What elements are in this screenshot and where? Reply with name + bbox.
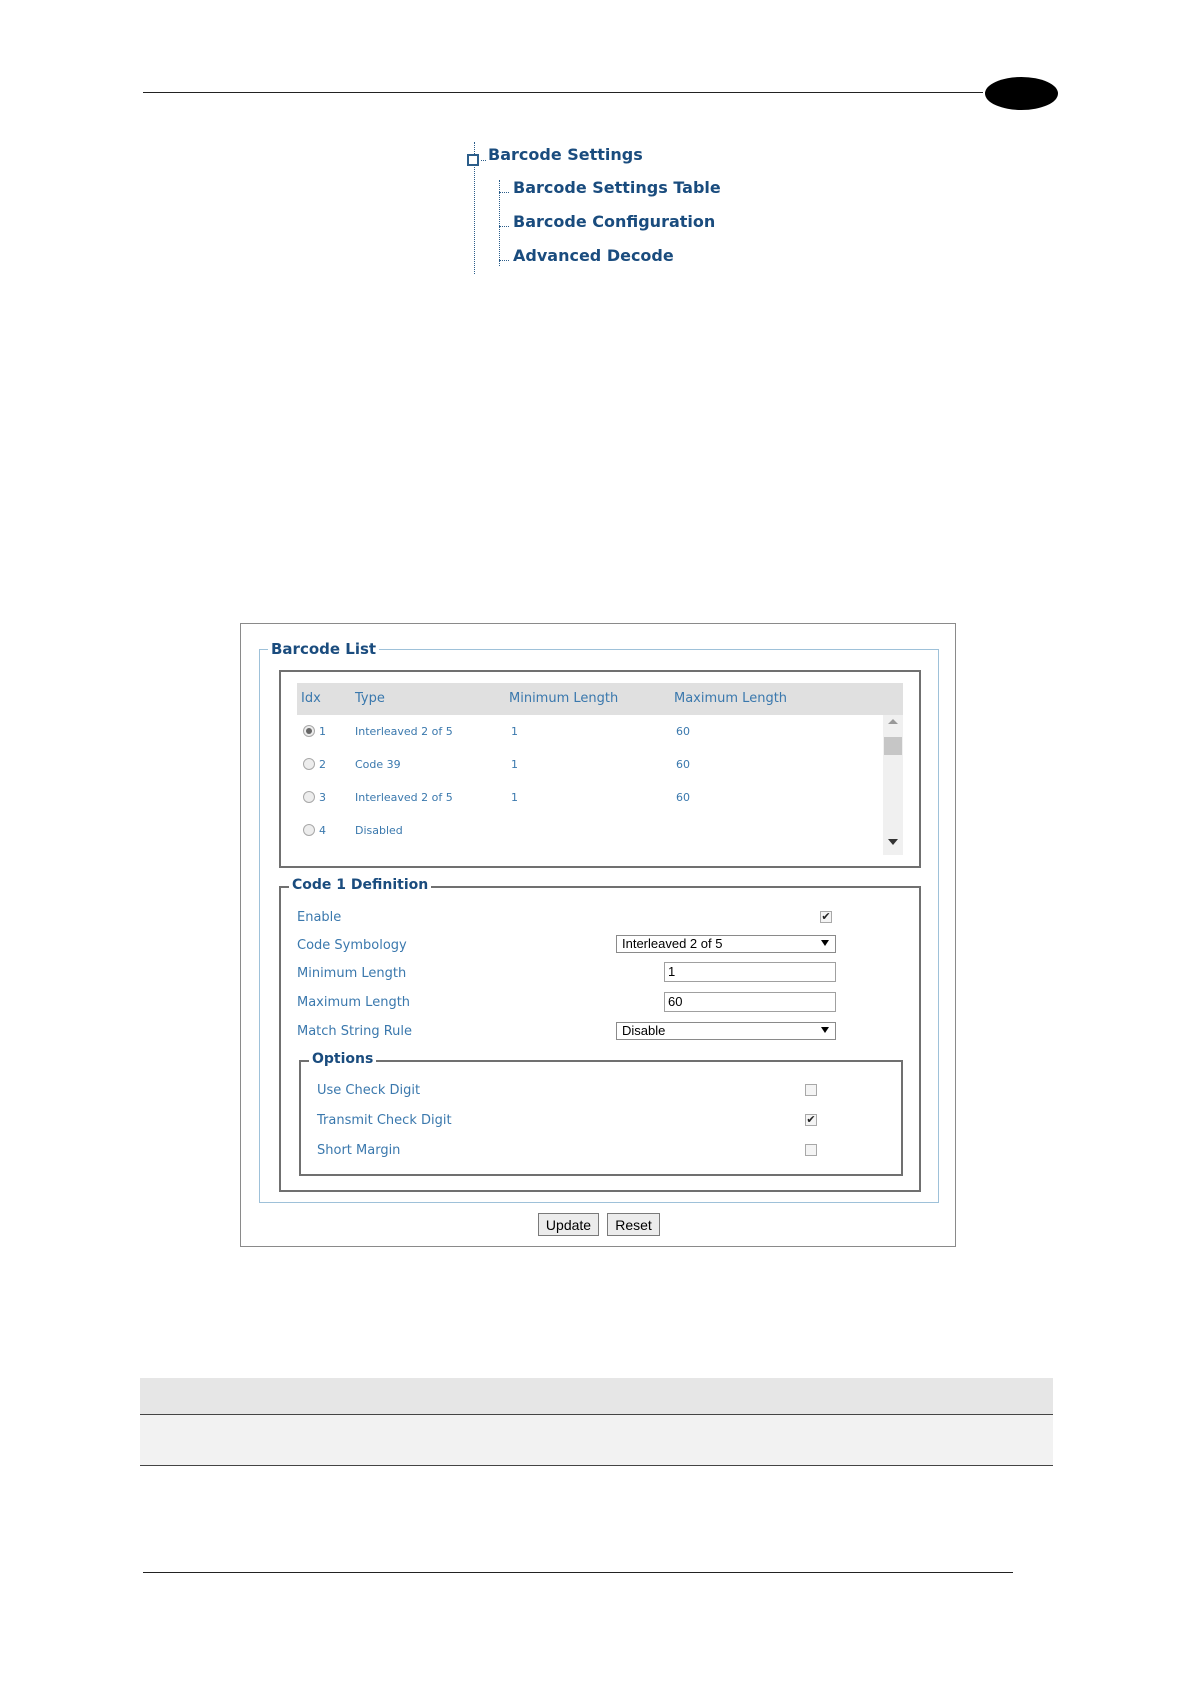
row-min: 1	[511, 758, 518, 771]
row-idx: 2	[319, 758, 326, 771]
short-margin-label: Short Margin	[317, 1143, 401, 1158]
row-max: 60	[676, 758, 690, 771]
enable-label: Enable	[297, 910, 342, 925]
code-symbology-value: Interleaved 2 of 5	[622, 936, 723, 951]
transmit-check-digit-checkbox[interactable]: ✔	[806, 1113, 816, 1126]
row-max: 60	[676, 725, 690, 738]
col-idx: Idx	[301, 691, 321, 706]
options-legend: Options	[309, 1051, 376, 1067]
tree-item-barcode-configuration[interactable]: Barcode Configuration	[513, 212, 716, 231]
row-max: 60	[676, 791, 690, 804]
row-idx: 3	[319, 791, 326, 804]
chapter-tab-oval	[985, 77, 1058, 110]
scroll-up-icon[interactable]	[888, 719, 898, 724]
header-rule	[143, 92, 983, 93]
row-type: Interleaved 2 of 5	[355, 791, 453, 804]
dropdown-arrow-icon	[821, 1027, 829, 1033]
options-fieldset	[299, 1051, 903, 1176]
maximum-length-input[interactable]: 60	[664, 992, 836, 1012]
update-button[interactable]: Update	[538, 1213, 599, 1236]
use-check-digit-label: Use Check Digit	[317, 1083, 421, 1098]
row-type: Disabled	[355, 824, 403, 837]
row-radio[interactable]	[303, 824, 315, 836]
maximum-length-label: Maximum Length	[297, 995, 411, 1010]
match-string-rule-label: Match String Rule	[297, 1024, 413, 1039]
barcode-config-panel	[240, 623, 956, 1247]
code-symbology-label: Code Symbology	[297, 938, 407, 953]
table-row[interactable]	[297, 816, 885, 848]
footer-rule	[143, 1572, 1013, 1573]
row-idx: 4	[319, 824, 326, 837]
reset-button[interactable]: Reset	[607, 1213, 660, 1236]
tree-expand-icon[interactable]	[467, 154, 479, 166]
barcode-list-fieldset	[259, 640, 939, 1203]
code-definition-fieldset	[279, 877, 921, 1192]
tree-item-advanced-decode[interactable]: Advanced Decode	[513, 246, 674, 265]
minimum-length-input[interactable]: 1	[664, 962, 836, 982]
dropdown-arrow-icon	[821, 940, 829, 946]
code-definition-legend: Code 1 Definition	[289, 877, 431, 893]
row-radio[interactable]	[303, 725, 315, 737]
short-margin-checkbox[interactable]	[805, 1144, 817, 1156]
table-row[interactable]	[297, 717, 885, 749]
barcode-list-legend: Barcode List	[268, 640, 379, 658]
settings-tree-menu	[465, 140, 785, 275]
row-radio[interactable]	[303, 758, 315, 770]
col-type: Type	[355, 691, 385, 706]
scroll-thumb[interactable]	[884, 737, 902, 755]
col-min-length: Minimum Length	[509, 691, 619, 706]
match-string-rule-value: Disable	[622, 1023, 666, 1038]
row-radio[interactable]	[303, 791, 315, 803]
use-check-digit-checkbox[interactable]	[805, 1084, 817, 1096]
scroll-down-icon[interactable]	[888, 839, 898, 845]
row-min: 1	[511, 791, 518, 804]
row-type: Code 39	[355, 758, 401, 771]
row-min: 1	[511, 725, 518, 738]
barcode-list-table	[279, 670, 921, 868]
table-row[interactable]	[297, 750, 885, 782]
row-type: Interleaved 2 of 5	[355, 725, 453, 738]
tree-item-barcode-settings[interactable]: Barcode Settings	[488, 145, 643, 164]
list-scrollbar[interactable]	[883, 715, 903, 855]
match-string-rule-select[interactable]	[616, 1022, 836, 1040]
row-idx: 1	[319, 725, 326, 738]
transmit-check-digit-label: Transmit Check Digit	[317, 1113, 452, 1128]
minimum-length-label: Minimum Length	[297, 966, 407, 981]
doc-table-rule	[140, 1465, 1053, 1466]
enable-checkbox[interactable]: ✔	[821, 910, 831, 923]
col-max-length: Maximum Length	[674, 691, 788, 706]
table-header	[297, 683, 903, 715]
table-row[interactable]	[297, 783, 885, 815]
doc-table-header	[140, 1378, 1053, 1414]
code-symbology-select[interactable]	[616, 935, 836, 953]
doc-table-row	[140, 1415, 1053, 1465]
tree-item-barcode-settings-table[interactable]: Barcode Settings Table	[513, 178, 721, 197]
